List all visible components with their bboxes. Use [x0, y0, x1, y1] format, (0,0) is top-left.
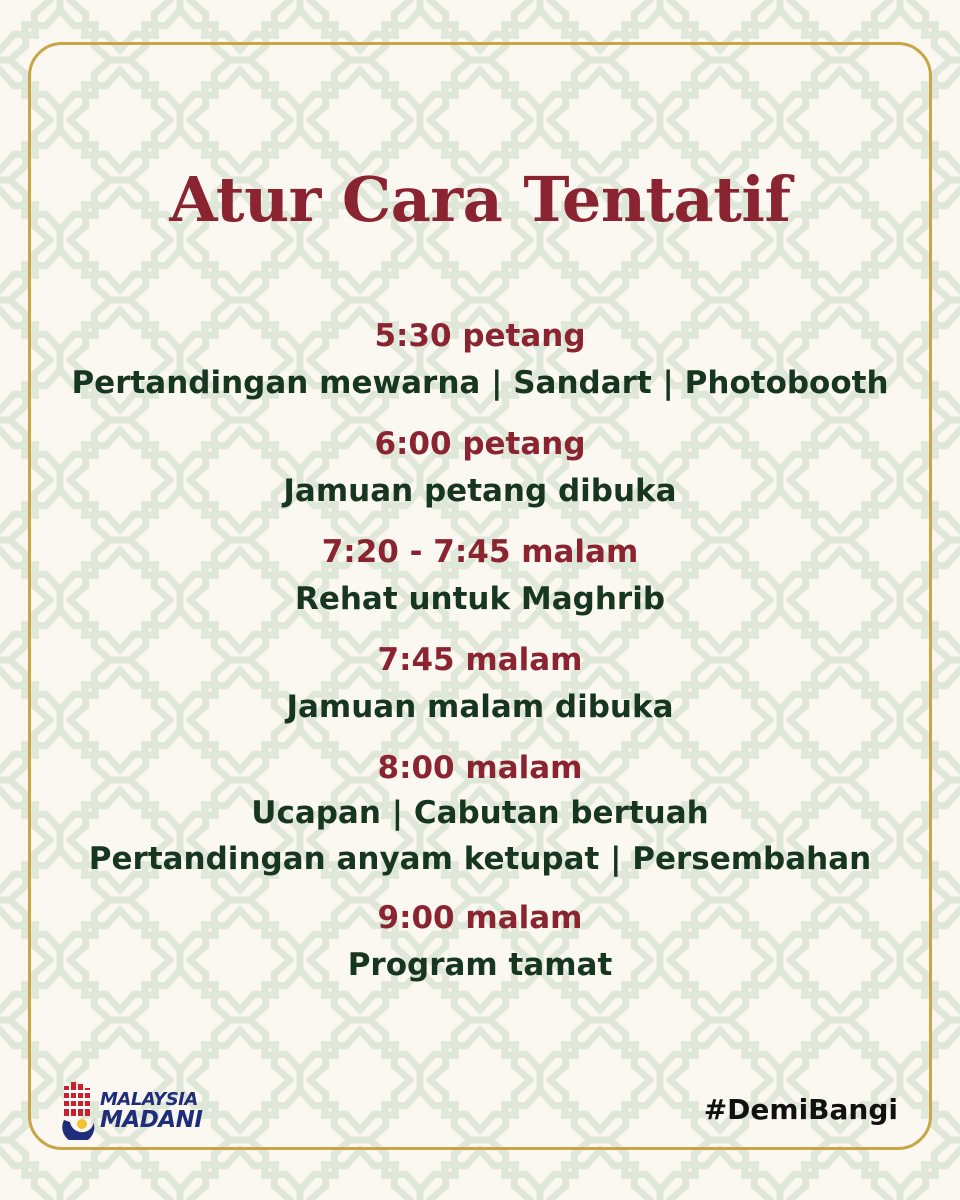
malaysia-madani-logo: [60, 1080, 220, 1140]
schedule-item: [0, 896, 960, 990]
logo-line-1: MALAYSIA: [100, 1089, 198, 1110]
schedule-time: 6:00 petang: [374, 426, 586, 462]
madani-emblem-icon: [60, 1080, 102, 1140]
schedule-activity: Jamuan malam dibuka: [286, 689, 674, 725]
schedule-item: [0, 530, 960, 624]
schedule-time: 8:00 malam: [377, 750, 583, 786]
schedule-time: 9:00 malam: [377, 900, 583, 936]
schedule-activity: Pertandingan anyam ketupat | Persembahan: [88, 841, 872, 877]
schedule-item: [0, 422, 960, 516]
schedule-item: [0, 638, 960, 732]
schedule-activity: Pertandingan mewarna | Sandart | Photobooth: [71, 365, 889, 401]
schedule-item: [0, 314, 960, 408]
schedule-time: 5:30 petang: [374, 318, 586, 354]
schedule-item: [0, 746, 960, 882]
schedule-time: 7:20 - 7:45 malam: [321, 534, 639, 570]
schedule-activity: Jamuan petang dibuka: [283, 473, 677, 509]
schedule-activity: Ucapan | Cabutan bertuah: [251, 795, 709, 831]
logo-line-2: MADANI: [100, 1107, 203, 1133]
schedule-activity: Rehat untuk Maghrib: [294, 581, 666, 617]
schedule-time: 7:45 malam: [377, 642, 583, 678]
page-title: Atur Cara Tentatif: [169, 163, 791, 236]
hashtag: #DemiBangi: [703, 1093, 898, 1126]
schedule-list: [0, 314, 960, 990]
schedule-activity: Program tamat: [347, 947, 613, 983]
